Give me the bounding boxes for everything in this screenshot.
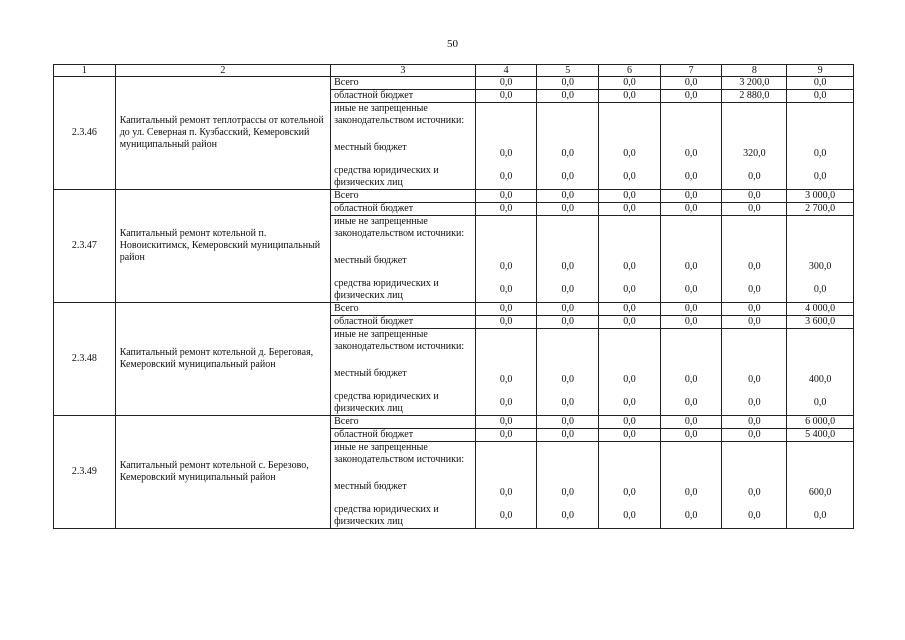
row-label-other-sources: иные не запрещенные законодательством источники: (334, 329, 465, 352)
sources-value-block (537, 329, 599, 416)
sources-value-block (475, 329, 537, 416)
row-label-local: местный бюджет (334, 142, 407, 153)
item-row-total (54, 190, 854, 203)
cell-regional: 0,0 (599, 90, 661, 103)
row-label-regional: областной бюджет (331, 90, 476, 103)
header-cell: 5 (537, 65, 599, 77)
cell-legal-entities: 0,0 (813, 397, 827, 408)
cell-local: 0,0 (684, 487, 698, 498)
cell-total: 0,0 (722, 416, 787, 429)
cell-legal-entities: 0,0 (561, 284, 575, 295)
cell-legal-entities: 0,0 (748, 171, 761, 182)
cell-legal-entities: 0,0 (623, 397, 636, 408)
header-row (54, 65, 854, 77)
cell-local: 0,0 (561, 374, 575, 385)
row-label-other-sources: иные не запрещенные законодательством источники: (334, 442, 465, 465)
row-label-regional: областной бюджет (331, 316, 476, 329)
sources-value-block (475, 103, 537, 190)
row-label-regional: областной бюджет (331, 429, 476, 442)
cell-legal-entities: 0,0 (748, 510, 761, 521)
cell-local: 0,0 (561, 148, 575, 159)
row-label-total: Всего (331, 416, 476, 429)
cell-total: 0,0 (660, 303, 722, 316)
cell-total: 0,0 (599, 303, 661, 316)
sources-value-block (660, 329, 722, 416)
cell-regional: 0,0 (722, 316, 787, 329)
budget-table (53, 64, 854, 529)
cell-total: 0,0 (599, 416, 661, 429)
sources-value-block (599, 103, 661, 190)
page-number: 50 (447, 38, 458, 50)
cell-total: 0,0 (599, 77, 661, 90)
cell-regional: 0,0 (722, 203, 787, 216)
cell-local: 0,0 (684, 374, 698, 385)
cell-local: 0,0 (623, 148, 636, 159)
cell-total: 0,0 (475, 190, 537, 203)
sources-value-block (722, 216, 787, 303)
sources-value-block (537, 103, 599, 190)
row-label-total: Всего (331, 77, 476, 90)
cell-regional: 0,0 (660, 316, 722, 329)
cell-local: 320,0 (743, 148, 766, 159)
row-label-local: местный бюджет (334, 255, 407, 266)
cell-total: 0,0 (599, 190, 661, 203)
row-label-legal-entities: средства юридических и физических лиц (334, 504, 439, 527)
cell-regional: 0,0 (660, 203, 722, 216)
row-label-total: Всего (331, 190, 476, 203)
cell-local: 300,0 (808, 261, 832, 272)
cell-local: 0,0 (499, 148, 513, 159)
cell-local: 0,0 (813, 148, 827, 159)
sources-value-block (722, 103, 787, 190)
cell-total: 0,0 (722, 190, 787, 203)
cell-regional: 3 600,0 (787, 316, 854, 329)
cell-regional: 2 880,0 (722, 90, 787, 103)
cell-legal-entities: 0,0 (499, 397, 513, 408)
sources-value-block (475, 216, 537, 303)
sources-label-block (331, 103, 476, 190)
sources-value-block (660, 442, 722, 529)
sources-value-block (787, 442, 854, 529)
cell-legal-entities: 0,0 (748, 397, 761, 408)
sources-value-block (599, 216, 661, 303)
sources-value-block (475, 442, 537, 529)
cell-legal-entities: 0,0 (499, 284, 513, 295)
cell-legal-entities: 0,0 (561, 397, 575, 408)
cell-regional: 0,0 (599, 203, 661, 216)
cell-legal-entities: 0,0 (684, 397, 698, 408)
item-name: Капитальный ремонт котельной п. Новоискитимск, Кемеровский муниципальный район (115, 190, 330, 303)
cell-local: 0,0 (499, 261, 513, 272)
cell-regional: 0,0 (787, 90, 854, 103)
cell-local: 0,0 (623, 261, 636, 272)
cell-local: 0,0 (748, 487, 761, 498)
cell-regional: 0,0 (537, 203, 599, 216)
cell-local: 0,0 (561, 487, 575, 498)
row-label-legal-entities: средства юридических и физических лиц (334, 391, 439, 414)
cell-legal-entities: 0,0 (561, 171, 575, 182)
cell-regional: 0,0 (599, 429, 661, 442)
item-code: 2.3.49 (54, 416, 116, 529)
item-name: Капитальный ремонт котельной д. Береговая, Кемеровский муниципальный район (115, 303, 330, 416)
header-cell: 2 (115, 65, 330, 77)
cell-regional: 0,0 (599, 316, 661, 329)
item-row-total (54, 77, 854, 90)
cell-regional: 0,0 (660, 429, 722, 442)
sources-value-block (660, 103, 722, 190)
cell-regional: 0,0 (475, 316, 537, 329)
cell-regional: 0,0 (537, 90, 599, 103)
sources-value-block (722, 442, 787, 529)
cell-total: 0,0 (660, 77, 722, 90)
sources-value-block (599, 442, 661, 529)
header-cell: 6 (599, 65, 661, 77)
cell-local: 600,0 (808, 487, 832, 498)
cell-legal-entities: 0,0 (684, 171, 698, 182)
cell-regional: 0,0 (537, 316, 599, 329)
sources-value-block (787, 103, 854, 190)
sources-value-block (787, 329, 854, 416)
row-label-regional: областной бюджет (331, 203, 476, 216)
row-label-other-sources: иные не запрещенные законодательством источники: (334, 216, 465, 239)
cell-total: 0,0 (722, 303, 787, 316)
sources-value-block (599, 329, 661, 416)
row-label-legal-entities: средства юридических и физических лиц (334, 278, 439, 301)
header-cell: 1 (54, 65, 116, 77)
cell-total: 3 200,0 (722, 77, 787, 90)
cell-total: 0,0 (475, 303, 537, 316)
cell-total: 6 000,0 (787, 416, 854, 429)
cell-legal-entities: 0,0 (499, 171, 513, 182)
cell-local: 0,0 (748, 374, 761, 385)
cell-legal-entities: 0,0 (499, 510, 513, 521)
cell-local: 0,0 (499, 374, 513, 385)
cell-total: 0,0 (787, 77, 854, 90)
cell-total: 0,0 (537, 416, 599, 429)
cell-local: 0,0 (623, 487, 636, 498)
item-name: Капитальный ремонт теплотрассы от котельной до ул. Северная п. Кузбасский, Кемеровский муниципальный район (115, 77, 330, 190)
sources-label-block (331, 216, 476, 303)
cell-legal-entities: 0,0 (813, 171, 827, 182)
sources-value-block (660, 216, 722, 303)
cell-total: 4 000,0 (787, 303, 854, 316)
sources-value-block (787, 216, 854, 303)
row-label-local: местный бюджет (334, 481, 407, 492)
sources-value-block (537, 216, 599, 303)
header-cell: 8 (722, 65, 787, 77)
item-code: 2.3.47 (54, 190, 116, 303)
sources-label-block (331, 329, 476, 416)
cell-total: 0,0 (537, 77, 599, 90)
cell-legal-entities: 0,0 (748, 284, 761, 295)
cell-legal-entities: 0,0 (813, 284, 827, 295)
item-row-total (54, 303, 854, 316)
cell-total: 0,0 (660, 190, 722, 203)
cell-total: 0,0 (537, 190, 599, 203)
cell-regional: 0,0 (475, 90, 537, 103)
cell-regional: 0,0 (722, 429, 787, 442)
cell-local: 0,0 (561, 261, 575, 272)
cell-regional: 2 700,0 (787, 203, 854, 216)
cell-local: 0,0 (623, 374, 636, 385)
cell-local: 0,0 (684, 148, 698, 159)
cell-total: 3 000,0 (787, 190, 854, 203)
cell-legal-entities: 0,0 (561, 510, 575, 521)
cell-regional: 5 400,0 (787, 429, 854, 442)
cell-local: 0,0 (684, 261, 698, 272)
cell-legal-entities: 0,0 (684, 284, 698, 295)
item-row-total (54, 416, 854, 429)
sources-value-block (537, 442, 599, 529)
cell-local: 400,0 (808, 374, 832, 385)
sources-label-block (331, 442, 476, 529)
cell-total: 0,0 (660, 416, 722, 429)
cell-local: 0,0 (499, 487, 513, 498)
cell-total: 0,0 (537, 303, 599, 316)
cell-regional: 0,0 (537, 429, 599, 442)
sources-value-block (722, 329, 787, 416)
cell-legal-entities: 0,0 (623, 171, 636, 182)
header-cell: 7 (660, 65, 722, 77)
row-label-total: Всего (331, 303, 476, 316)
item-code: 2.3.48 (54, 303, 116, 416)
cell-local: 0,0 (748, 261, 761, 272)
header-cell: 9 (787, 65, 854, 77)
header-cell: 4 (475, 65, 537, 77)
item-code: 2.3.46 (54, 77, 116, 190)
table-body (54, 65, 854, 529)
header-cell: 3 (331, 65, 476, 77)
cell-total: 0,0 (475, 416, 537, 429)
row-label-other-sources: иные не запрещенные законодательством источники: (334, 103, 465, 126)
cell-legal-entities: 0,0 (623, 510, 636, 521)
cell-legal-entities: 0,0 (813, 510, 827, 521)
row-label-local: местный бюджет (334, 368, 407, 379)
cell-regional: 0,0 (475, 203, 537, 216)
cell-legal-entities: 0,0 (623, 284, 636, 295)
item-name: Капитальный ремонт котельной с. Березово, Кемеровский муниципальный район (115, 416, 330, 529)
cell-regional: 0,0 (660, 90, 722, 103)
cell-total: 0,0 (475, 77, 537, 90)
cell-regional: 0,0 (475, 429, 537, 442)
cell-legal-entities: 0,0 (684, 510, 698, 521)
row-label-legal-entities: средства юридических и физических лиц (334, 165, 439, 188)
